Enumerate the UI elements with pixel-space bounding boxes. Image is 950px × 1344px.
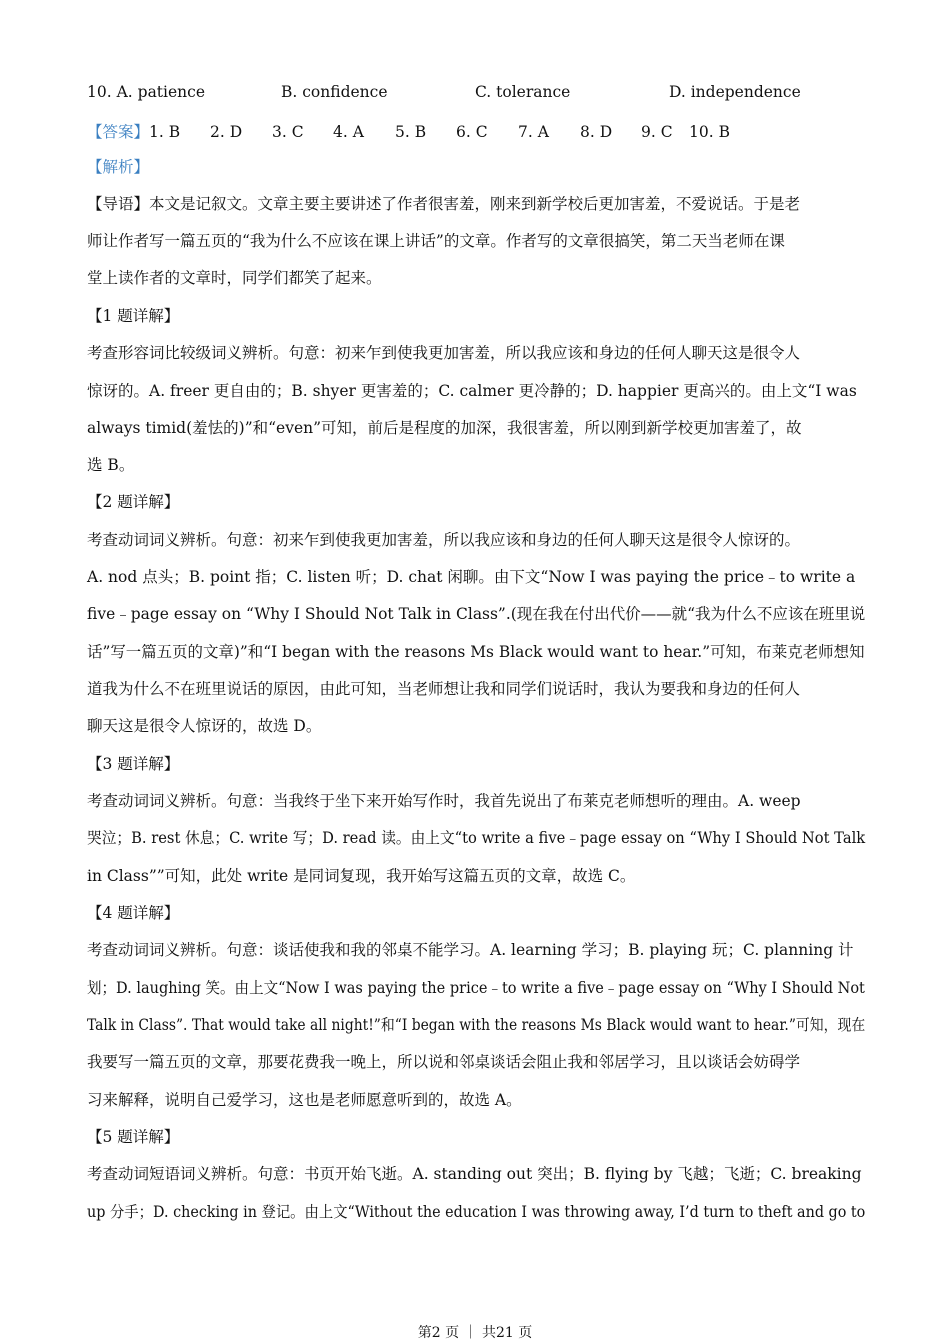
section-line: five﹣page essay on “Why I Should Not Talk in Class”.(现在我在付出代价——就“我为什么不应该在班里说 (87, 605, 866, 623)
answer-item: 2. D (210, 123, 243, 141)
q10-option-d: D. independence (669, 83, 801, 101)
section-line: Talk in Class”. That would take all night!”和“I began with the reasons Ms Black would want to hear.”可知，现在 (87, 1016, 866, 1034)
section-line: 考查形容词比较级词义辨析。句意：初来乍到使我更加害羞，所以我应该和身边的任何人聊天这是很令人 (87, 344, 801, 362)
answer-item: 3. C (272, 123, 304, 141)
answer-item: 4. A (333, 123, 364, 141)
q10-option-b: B. confidence (281, 83, 388, 101)
section-line: A. nod 点头；B. point 指；C. listen 听；D. chat 闲聊。由下文“Now I was paying the price﹣to write a (87, 568, 856, 586)
q10-option-a: 10. A. patience (87, 83, 205, 101)
q10-option-c: C. tolerance (475, 83, 571, 101)
section-line: 考查动词词义辨析。句意：当我终于坐下来开始写作时，我首先说出了布莱克老师想听的理由。A. weep (87, 792, 801, 810)
section-line: 哭泣；B. rest 休息；C. write 写；D. read 读。由上文“to write a five﹣page essay on “Why I Should Not Talk (87, 829, 866, 847)
answer-item: 8. D (580, 123, 613, 141)
section-title: 【1 题详解】 (87, 307, 180, 325)
answer-item: 1. B (149, 123, 181, 141)
answer-key-row (87, 120, 730, 142)
section-line: 划；D. laughing 笑。由上文“Now I was paying the price﹣to write a five﹣page essay on “Why I Should Not (87, 979, 865, 997)
answer-item: 5. B (395, 123, 427, 141)
section-line: 聊天这是很令人惊讶的，故选 D。 (87, 717, 322, 735)
section-title: 【5 题详解】 (87, 1128, 180, 1146)
q10-number: 10. (87, 83, 112, 101)
answer-item: 10. B (689, 123, 730, 141)
section-title: 【2 题详解】 (87, 493, 180, 511)
section-line: 话”写一篇五页的文章)”和“I began with the reasons Ms Black would want to hear.”可知，布莱克老师想知 (87, 643, 865, 661)
section-line: 考查动词短语词义辨析。句意：书页开始飞逝。A. standing out 突出；B. flying by 飞越；飞逝；C. breaking (87, 1165, 862, 1183)
analysis-label: 【解析】 (87, 158, 150, 176)
section-line: 考查动词词义辨析。句意：初来乍到使我更加害羞，所以我应该和身边的任何人聊天这是很令人惊讶的。 (87, 531, 801, 549)
intro-line: 【导语】本文是记叙文。文章主要主要讲述了作者很害羞，刚来到新学校后更加害羞，不爱说话。于是老 (87, 195, 801, 213)
section-title: 【4 题详解】 (87, 904, 180, 922)
answer-item: 9. C (641, 123, 673, 141)
intro-line: 师让作者写一篇五页的“我为什么不应该在课上讲话”的文章。作者写的文章很搞笑，第二天当老师在课 (87, 232, 785, 250)
section-line: 考查动词词义辨析。句意：谈话使我和我的邻桌不能学习。A. learning 学习；B. playing 玩；C. planning 计 (87, 941, 854, 959)
section-line: 我要写一篇五页的文章，那要花费我一晚上，所以说和邻桌谈话会阻止我和邻居学习，且以谈话会妨碍学 (87, 1053, 801, 1071)
answer-item: 6. C (456, 123, 488, 141)
section-line: 惊讶的。A. freer 更自由的；B. shyer 更害羞的；C. calmer 更冷静的；D. happier 更高兴的。由上文“I was (87, 382, 857, 400)
section-line: up 分手；D. checking in 登记。由上文“Without the education I was throwing away, I’d turn to theft and go to (87, 1203, 866, 1221)
section-line: 道我为什么不在班里说话的原因，由此可知，当老师想让我和同学们说话时，我认为要我和身边的任何人 (87, 680, 801, 698)
section-line: 选 B。 (87, 456, 135, 474)
section-line: in Class””可知，此处 write 是同词复现，我开始写这篇五页的文章，故选 C。 (87, 867, 636, 885)
section-line: 习来解释，说明自己爱学习，这也是老师愿意听到的，故选 A。 (87, 1091, 522, 1109)
intro-line: 堂上读作者的文章时，同学们都笑了起来。 (87, 269, 382, 287)
section-title: 【3 题详解】 (87, 755, 180, 773)
section-line: always timid(羞怯的)”和“even”可知，前后是程度的加深，我很害羞，所以刚到新学校更加害羞了，故 (87, 419, 802, 437)
answer-item: 7. A (518, 123, 549, 141)
answer-label: 【答案】 (87, 123, 150, 141)
page-footer: 第2 页 ｜ 共21 页 (417, 1325, 533, 1341)
